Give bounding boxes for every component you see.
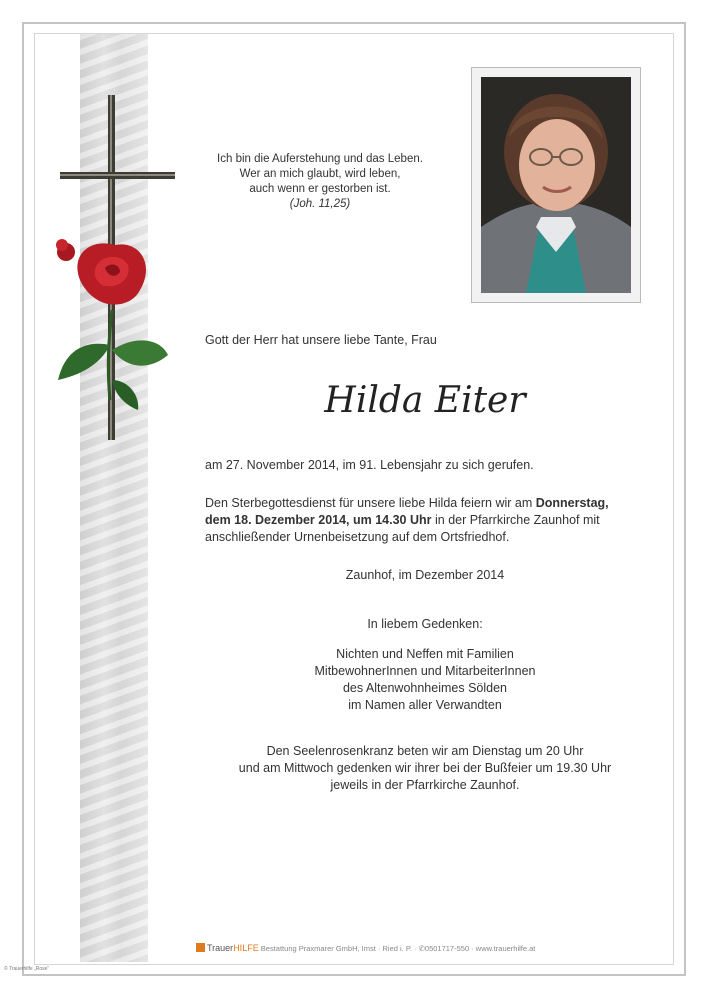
service-part-1: Den Sterbegottesdienst für unsere liebe Hilda feiern wir am [205,496,536,510]
service-day: Donnerstag, [535,496,609,510]
deceased-name: Hilda Eiter [324,380,526,421]
bible-quote [190,152,450,212]
place-date: Zaunhof, im Dezember 2014 [345,568,505,582]
portrait-frame [471,67,641,303]
funeral-service-text [205,495,645,546]
cross-with-rose-icon [40,80,190,460]
mourner-line: des Altenwohnheimes Sölden [342,681,507,695]
quote-line-2: Wer an mich glaubt, wird leben, [239,168,401,180]
rosary-notice [205,743,645,794]
service-part-2: in der Pfarrkirche Zaunhof mit anschließender Urnenbeisetzung auf dem Ortsfriedhof. [205,513,600,544]
mourner-line: im Namen aller Verwandten [348,698,502,712]
quote-line-3: auch wenn er gestorben ist. [249,183,391,195]
portrait-photo [481,77,631,293]
quote-line-1: Ich bin die Auferstehung und das Leben. [217,153,423,165]
footer [196,943,535,953]
trauerhilfe-logo-icon [196,943,205,952]
copyright-note: © Trauerhilfe „Rose“ [4,966,50,972]
mourner-line: MitbewohnerInnen und MitarbeiterInnen [314,664,536,678]
footer-brand: TrauerHILFE [207,943,259,953]
mourners-list [205,646,645,714]
rosary-line: Den Seelenrosenkranz beten wir am Dienstag um 20 Uhr [266,744,584,758]
service-date-time: dem 18. Dezember 2014, um 14.30 Uhr [205,513,432,527]
death-notice: am 27. November 2014, im 91. Lebensjahr zu sich gerufen. [205,458,534,472]
mourner-line: Nichten und Neffen mit Familien [336,647,514,661]
rosary-line: jeweils in der Pfarrkirche Zaunhof. [330,778,520,792]
memory-heading: In liebem Gedenken: [367,617,483,631]
rosary-line: und am Mittwoch gedenken wir ihrer bei der Bußfeier um 19.30 Uhr [238,761,612,775]
intro-text: Gott der Herr hat unsere liebe Tante, Frau [205,333,437,347]
footer-contact-text: Bestattung Praxmarer GmbH, Imst · Ried i. P. · ✆0501717-550 · www.trauerhilfe.at [260,944,536,953]
quote-source: (Joh. 11,25) [289,198,351,210]
